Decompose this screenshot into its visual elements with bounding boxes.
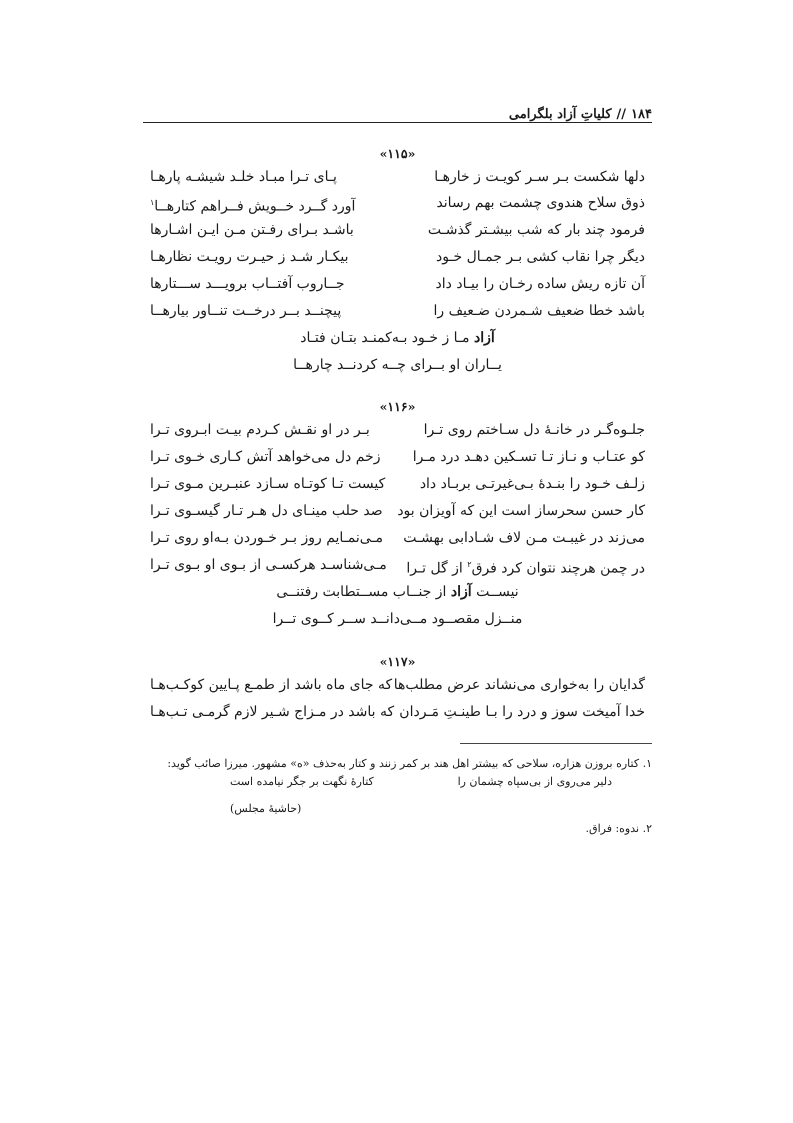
- footnote-marker: ۲: [467, 560, 472, 569]
- footnote-2: ۲. ندوه: فراق.: [585, 822, 652, 835]
- couplet-hemistich-left: بیکـار شـد ز حیـرت رویـت نظارهـا: [150, 249, 349, 265]
- closing-hemistich: منــزل مقصــود مــی‌دانــد ســر کــوی تــرا: [272, 611, 523, 627]
- couplet-hemistich-left: [150, 191, 400, 215]
- closing-hemistich: یــاران او بــرای چــه کردنــد چارهــا: [293, 357, 502, 373]
- footnote-source: (حاشیهٔ مجلس): [230, 802, 302, 815]
- couplet-hemistich-left: پیچنــد بــر درخــت تنــاور بیارهــا: [150, 303, 342, 319]
- hemistich-text: آورد گــرد خــویش فــراهم کتارهــا: [154, 198, 356, 215]
- couplet-hemistich-right: [405, 553, 645, 577]
- couplet-hemistich-left: باشـد بـرای رفـتن مـن ایـن اشـارها: [150, 222, 354, 238]
- couplet-hemistich-left: که جای ماه باشد از طمـع پـایین کوکـب‌هـا: [150, 677, 393, 693]
- poem-number-115: «۱۱۵»: [379, 146, 416, 161]
- couplet-hemistich-left: مـی‌شناسـد هرکسـی از بـوی او بـوی تـرا: [150, 557, 387, 573]
- footnote-marker: ۱: [150, 198, 155, 207]
- couplet-hemistich-right: خدا آمیخت سوز و درد را بـا طینـتِ مَـردان: [399, 704, 645, 720]
- footnote-1: ۱. کتاره بروزن هزاره، سلاحی که بیشتر اهل هند بر کمر زنند و کتار به‌حذف «ه» مشهور. میرزا صائب گوید:: [167, 757, 652, 770]
- poem-number-116: «۱۱۶»: [379, 399, 416, 414]
- footnote-verse-right: دلیر می‌روی از بی‌سپاه چشمان را: [457, 775, 612, 788]
- hemistich-text: نیســت: [476, 584, 519, 600]
- couplet-hemistich-left: که باشد در مـزاج شـیر لازم گرمـی تـب‌هـا: [150, 704, 395, 720]
- header-separator: //: [616, 107, 627, 122]
- hemistich-text: از گل تـرا: [406, 560, 463, 577]
- couplet-hemistich-right: آن تازه ریش ساده رخـان را بیـاد داد: [435, 276, 645, 292]
- couplet-hemistich-right: دیگر چرا نقاب کشی بـر جمـال خـود: [435, 249, 645, 265]
- couplet-hemistich-right: گدایان را به‌خواری می‌نشاند عرض مطلب‌ها: [393, 677, 645, 693]
- couplet-hemistich-left: جــاروب آفتــاب برویـــد ســـتارها: [150, 276, 345, 292]
- poem-number-117: «۱۱۷»: [379, 654, 416, 669]
- couplet-hemistich-right: جلـوه‌گـر در خانـهٔ دل سـاختم روی تـرا: [423, 422, 645, 438]
- poet-name: آزاد: [450, 584, 472, 600]
- couplet-hemistich-left: بـر در او نقـش کـردم بیـت ابـروی تـرا: [150, 422, 370, 438]
- couplet-hemistich-right: ذوق سلاح هندوی چشمت بهم رساند: [436, 195, 645, 211]
- footnote-verse-left: کتارهٔ نگهت بر جگر نیامده است: [230, 775, 374, 788]
- couplet-hemistich-right: کو عتـاب و نـاز تـا تسـکین دهـد درد مـرا: [412, 449, 645, 465]
- couplet-hemistich-right: فرمود چند بار که شب بیشـتر گذشـت: [427, 222, 645, 238]
- closing-hemistich: [143, 580, 652, 604]
- couplet-hemistich-left: کیست تـا کوتـاه سـازد عنبـرین مـوی تـرا: [150, 476, 386, 492]
- couplet-hemistich-right: می‌زند در غیبـت مـن لاف شـادابی بهشـت: [403, 530, 645, 546]
- couplet-hemistich-right: زلـف خـود را بنـدهٔ بـی‌غیرتـی بربـاد داد: [419, 476, 645, 492]
- closing-hemistich: [143, 326, 652, 350]
- couplet-hemistich-left: صد حلب مینـای دل هـر تـار گیسـوی تـرا: [150, 503, 383, 519]
- header-rule: [143, 122, 652, 123]
- couplet-hemistich-right: باشد خطا ضعیف شـمردن ضـعیف را: [433, 303, 645, 319]
- couplet-hemistich-left: پـای تـرا مبـاد خلـد شیشـه پارهـا: [150, 169, 337, 185]
- book-title: کلیاتِ آزاد بلگرامی: [508, 107, 612, 122]
- couplet-hemistich-left: مـی‌نمـایم روز بـر خـوردن بـه‌او روی تـرا: [150, 530, 384, 546]
- page-number: ۱۸۴: [631, 107, 652, 122]
- hemistich-text: از جنــاب مســتطابت رفتنــی: [276, 584, 447, 600]
- couplet-hemistich-left: زخم دل می‌خواهد آتش کـاری خـوی تـرا: [150, 449, 381, 465]
- couplet-hemistich-right: دلها شکست بـر سـر کویـت ز خارهـا: [434, 169, 645, 185]
- hemistich-text: در چمن هرچند نتوان کرد فرق: [471, 560, 645, 577]
- running-header: [143, 96, 652, 122]
- footnote-rule: [460, 743, 652, 744]
- hemistich-text: مـا ز خـود بـه‌کمنـد بتـان فتـاد: [300, 330, 470, 346]
- couplet-hemistich-right: کار حسن سحرساز است این که آویزان بود: [397, 503, 645, 519]
- poet-name: آزاد: [474, 330, 495, 346]
